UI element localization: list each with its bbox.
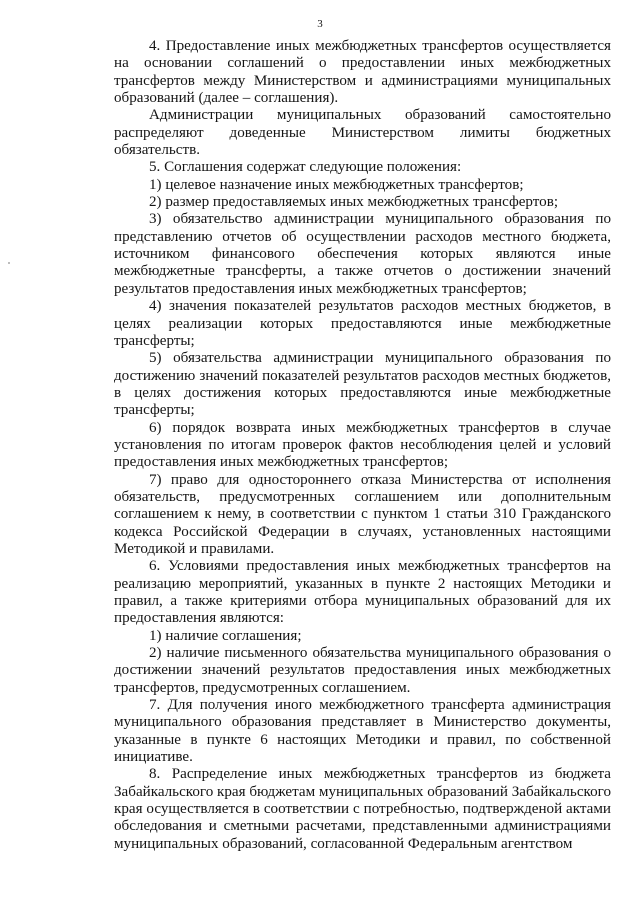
- list-item: 3) обязательство администрации муниципального образования по представлению отчетов об осуществлении расходов местного бюджета, источником финансового обеспечения которых являются иные межбюджетные трансферты, а также отчетов о достижении значений результатов предоставления иных межбюджетных трансфертов;: [114, 211, 611, 297]
- list-item: 7) право для одностороннего отказа Министерства от исполнения обязательств, предусмотренных соглашением или дополнительным соглашением к нему, в соответствии с пунктом 1 статьи 310 Гражданского кодекса Российской Федерации в случаях, установленных настоящими Методикой и правилами.: [114, 471, 611, 557]
- list-item: 2) размер предоставляемых иных межбюджетных трансфертов;: [149, 194, 559, 211]
- paragraph-6: 6. Условиями предоставления иных межбюджетных трансфертов на реализацию мероприятий, указанных в пункте 2 настоящих Методики и правил, а также критериями отбора муниципальных образований для их предоставления являются:: [114, 558, 611, 627]
- list-item: 1) целевое назначение иных межбюджетных трансфертов;: [149, 176, 524, 193]
- paragraph-5: 5. Соглашения содержат следующие положения:: [149, 159, 462, 176]
- paragraph-4: 4. Предоставление иных межбюджетных трансфертов осуществляется на основании соглашений о предоставлении иных межбюджетных трансфертов между Министерством и администрациями муниципальных образований (далее – соглашения).: [114, 38, 611, 107]
- paragraph-8: 8. Распределение иных межбюджетных трансфертов из бюджета Забайкальского края бюджетам муниципальных образований Забайкальского края осуществляется в соответствии с потребностью, подтвержденой актами обследования и сметными расчетами, представленными администрациями муниципальных образований, согласованной Федеральным агентством: [114, 766, 611, 852]
- list-item: 6) порядок возврата иных межбюджетных трансфертов в случае установления по итогам проверок фактов несоблюдения целей и условий предоставления иных межбюджетных трансфертов;: [114, 419, 611, 471]
- paragraph-administrations: Администрации муниципальных образований самостоятельно распределяют доведенные Министерством лимиты бюджетных обязательств.: [114, 107, 611, 159]
- list-item: 4) значения показателей результатов расходов местных бюджетов, в целях реализации которых предоставляются иные межбюджетные трансферты;: [114, 298, 611, 349]
- margin-mark: [8, 262, 10, 264]
- list-item: 1) наличие соглашения;: [149, 627, 302, 644]
- page-number: 3: [317, 18, 323, 30]
- paragraph-7: 7. Для получения иного межбюджетного трансферта администрация муниципального образования представляет в Министерство документы, указанные в пункте 6 настоящих Методики и правил, по собственной инициативе.: [114, 697, 611, 766]
- document-body: [114, 38, 611, 853]
- list-item: 5) обязательства администрации муниципального образования по достижению значений показателей результатов расходов местных бюджетов, в целях достижения которых предоставляются иные межбюджетные трансферты;: [114, 350, 611, 419]
- list-item: 2) наличие письменного обязательства муниципального образования о достижении значений результатов предоставления иных межбюджетных трансфертов, предусмотренных соглашением.: [114, 645, 611, 696]
